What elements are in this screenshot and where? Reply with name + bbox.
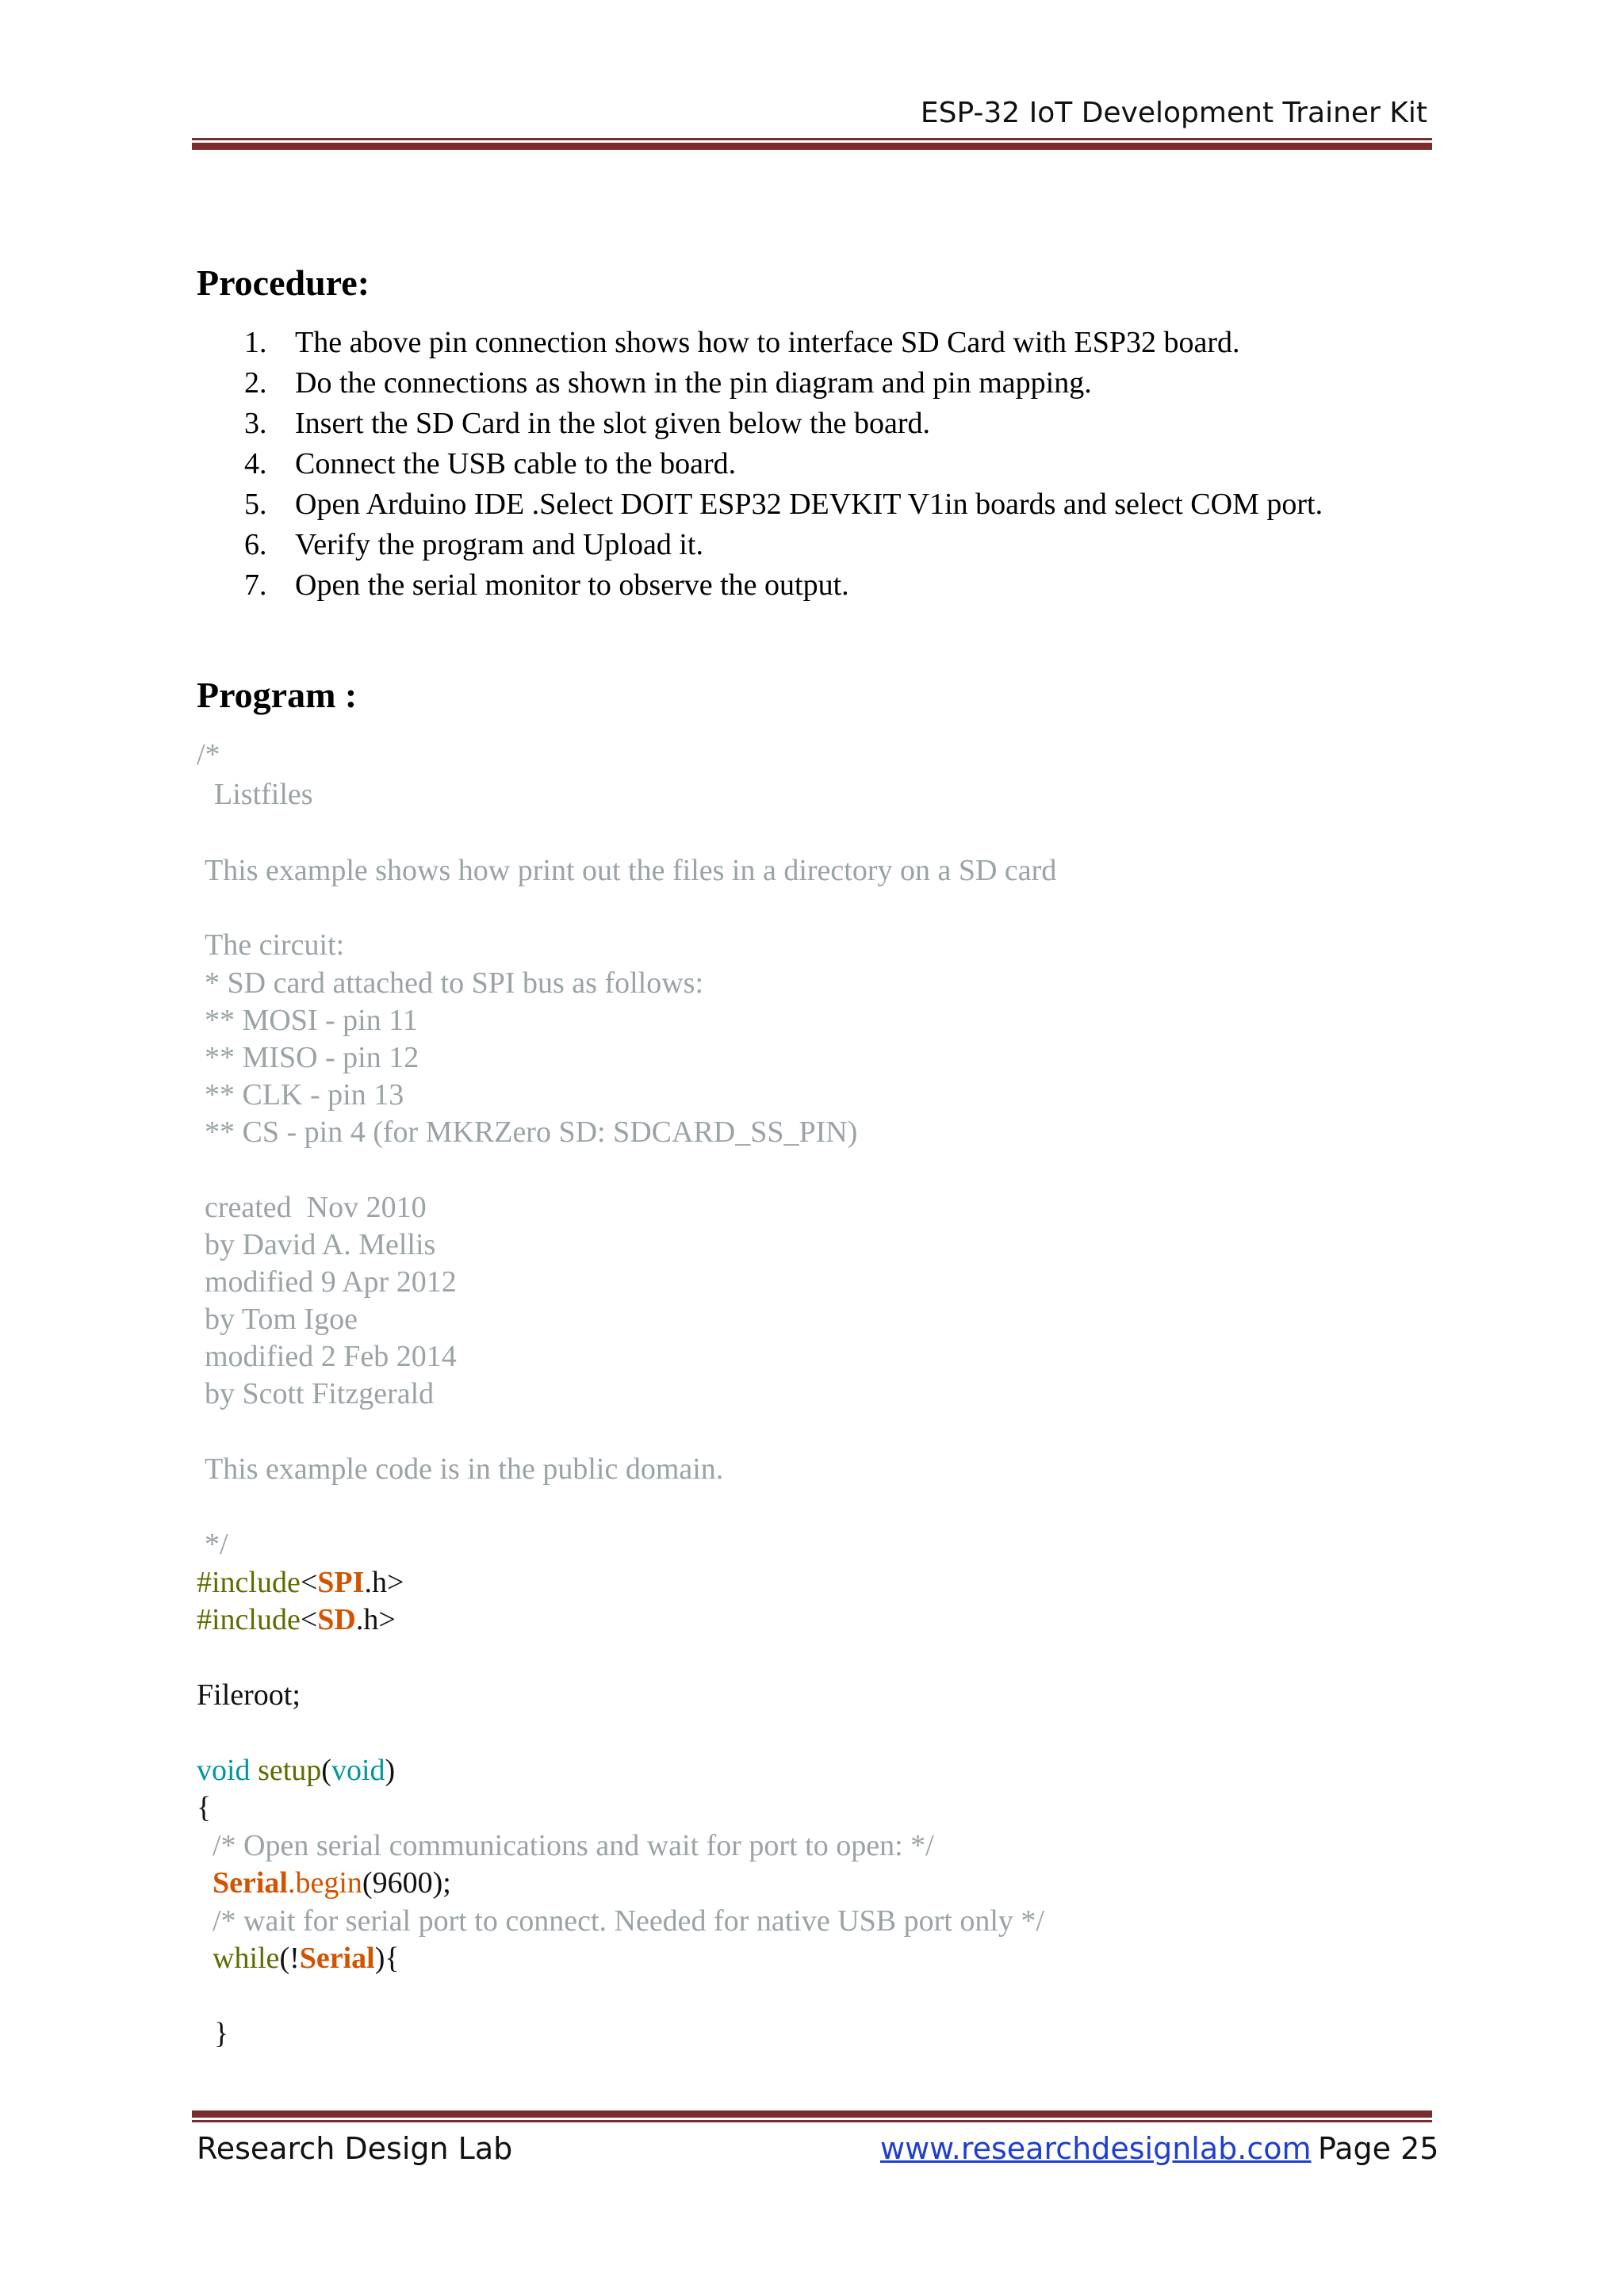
angle-open: < bbox=[300, 1566, 318, 1599]
footer-rule-thin bbox=[192, 2120, 1432, 2122]
footer-company: Research Design Lab bbox=[197, 2131, 513, 2166]
code-comment-line: created Nov 2010 bbox=[205, 1191, 427, 1224]
brace-open: { bbox=[197, 1791, 212, 1824]
serial-begin-line bbox=[213, 1866, 451, 1900]
paren-close: ) bbox=[385, 1754, 396, 1787]
code-comment-line: */ bbox=[205, 1528, 228, 1561]
running-header-title: ESP-32 IoT Development Trainer Kit bbox=[920, 97, 1427, 129]
code-comment-line: ** CLK - pin 13 bbox=[205, 1078, 404, 1112]
serial-object: Serial bbox=[299, 1942, 375, 1975]
code-comment-line: ** MISO - pin 12 bbox=[205, 1041, 419, 1074]
begin-method: .begin bbox=[287, 1866, 362, 1900]
code-comment-line: modified 2 Feb 2014 bbox=[205, 1340, 457, 1373]
program-heading: Program : bbox=[197, 675, 358, 715]
header-rule-thick bbox=[192, 143, 1432, 150]
code-comment-line: by Tom Igoe bbox=[205, 1303, 358, 1336]
setup-signature-line bbox=[197, 1753, 395, 1788]
include-spi-line bbox=[197, 1565, 404, 1600]
code-comment-line: /* Open serial communications and wait for port to open: */ bbox=[213, 1829, 934, 1862]
begin-args: (9600); bbox=[362, 1866, 451, 1900]
step-text: Insert the SD Card in the slot given below the board. bbox=[295, 407, 931, 440]
while-open: (! bbox=[279, 1942, 300, 1975]
void-keyword: void bbox=[197, 1754, 251, 1787]
include-directive: #include bbox=[197, 1566, 301, 1599]
step-text: Verify the program and Upload it. bbox=[295, 528, 703, 561]
include-sd-line bbox=[197, 1602, 396, 1637]
code-comment-line: /* wait for serial port to connect. Needed for native USB port only */ bbox=[213, 1904, 1044, 1938]
code-comment-line: The circuit: bbox=[205, 928, 345, 962]
lib-ext: .h> bbox=[355, 1603, 396, 1636]
code-comment-line: Listfiles bbox=[214, 778, 313, 811]
step-number: 4. bbox=[244, 447, 267, 480]
code-comment-line: by Scott Fitzgerald bbox=[205, 1377, 435, 1410]
paren-open: ( bbox=[321, 1754, 331, 1787]
code-comment-line: by David A. Mellis bbox=[205, 1228, 436, 1261]
fileroot-line: Fileroot; bbox=[197, 1678, 301, 1712]
code-comment-line: /* bbox=[197, 738, 220, 771]
procedure-heading: Procedure: bbox=[197, 262, 370, 303]
step-text: Do the connections as shown in the pin diagram and pin mapping. bbox=[295, 366, 1092, 400]
while-keyword: while bbox=[213, 1942, 280, 1975]
code-comment-line: * SD card attached to SPI bus as follows: bbox=[205, 966, 704, 1000]
footer-rule-thick bbox=[192, 2110, 1432, 2118]
step-number: 1. bbox=[244, 326, 267, 359]
step-number: 6. bbox=[244, 528, 267, 561]
lib-name: SD bbox=[317, 1603, 356, 1636]
while-line bbox=[213, 1941, 400, 1976]
include-directive: #include bbox=[197, 1603, 301, 1636]
step-text: Connect the USB cable to the board. bbox=[295, 447, 737, 480]
void-param: void bbox=[331, 1754, 385, 1787]
step-number: 3. bbox=[244, 407, 267, 440]
step-number: 7. bbox=[244, 568, 267, 602]
code-comment-line: This example code is in the public domain. bbox=[205, 1452, 724, 1486]
step-number: 2. bbox=[244, 366, 267, 400]
brace-close: } bbox=[214, 2017, 229, 2050]
angle-open: < bbox=[300, 1603, 318, 1636]
step-text: The above pin connection shows how to interface SD Card with ESP32 board. bbox=[295, 326, 1240, 359]
step-text: Open the serial monitor to observe the output. bbox=[295, 568, 849, 602]
code-comment-line: This example shows how print out the files in a directory on a SD card bbox=[205, 854, 1057, 887]
step-text: Open Arduino IDE .Select DOIT ESP32 DEVKIT V1in boards and select COM port. bbox=[295, 488, 1323, 521]
serial-object: Serial bbox=[213, 1866, 288, 1900]
code-comment-line: ** MOSI - pin 11 bbox=[205, 1004, 418, 1037]
code-comment-line: modified 9 Apr 2012 bbox=[205, 1265, 457, 1299]
code-comment-line: ** CS - pin 4 (for MKRZero SD: SDCARD_SS_PIN) bbox=[205, 1115, 858, 1149]
while-close: ){ bbox=[374, 1942, 400, 1975]
step-number: 5. bbox=[244, 488, 267, 521]
lib-name: SPI bbox=[317, 1566, 365, 1599]
footer-page-number: Page 25 bbox=[1318, 2131, 1439, 2166]
header-rule-thin bbox=[192, 138, 1432, 140]
footer-website-link[interactable]: www.researchdesignlab.com bbox=[880, 2131, 1312, 2166]
lib-ext: .h> bbox=[364, 1566, 404, 1599]
setup-function-name: setup bbox=[258, 1754, 322, 1787]
